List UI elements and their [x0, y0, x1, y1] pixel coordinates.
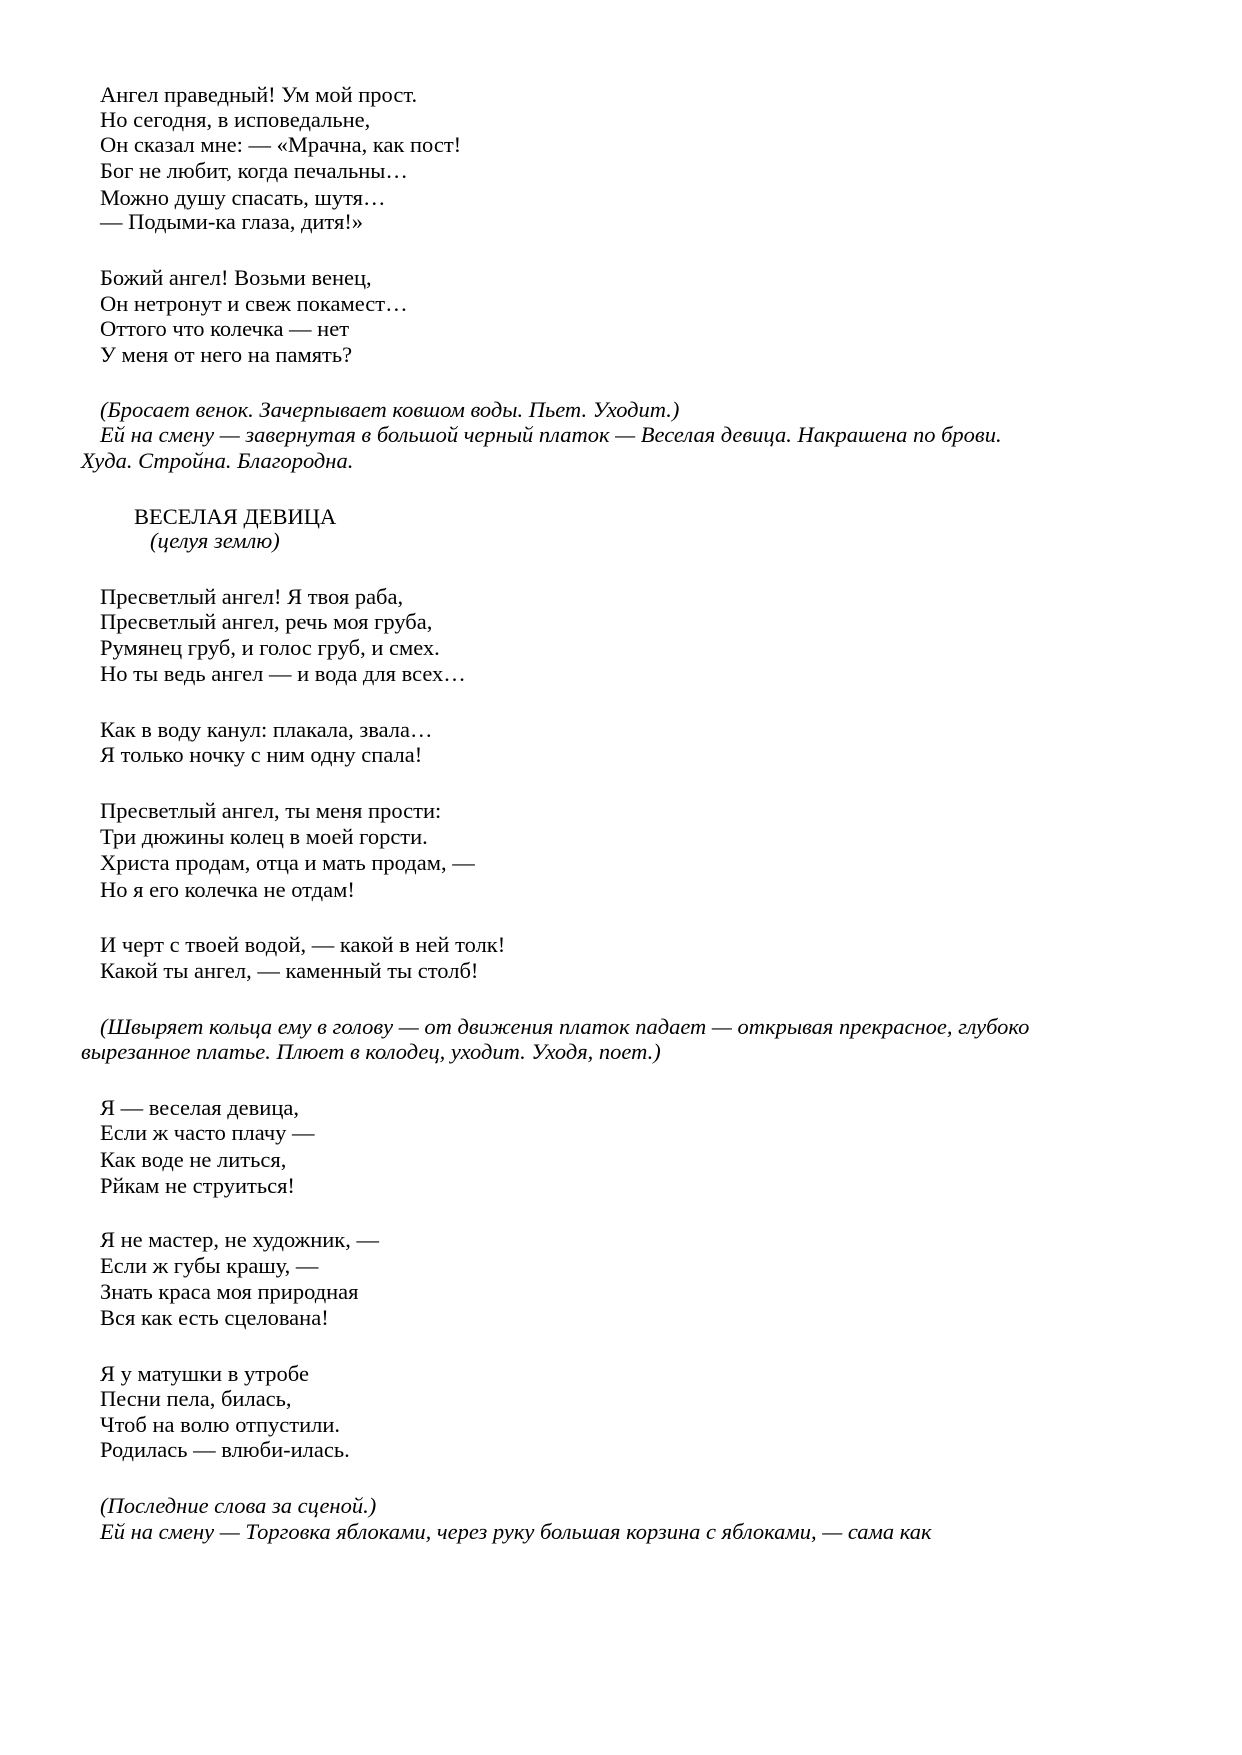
verse-line: Он сказал мне: — «Мрачна, как пост!	[100, 132, 462, 157]
stage-direction: (Бросает венок. Зачерпывает ковшом воды. Пьет. Уходит.)	[100, 397, 680, 422]
stage-direction: Ей на смену — завернутая в большой черный платок — Веселая девица. Накрашена по брови.	[100, 422, 1002, 447]
song-line: Рйкам не струиться!	[100, 1173, 295, 1198]
song-line: Я у матушки в утробе	[100, 1361, 309, 1386]
song-line: Если ж часто плачу —	[100, 1120, 315, 1145]
stage-direction: Ей на смену — Торговка яблоками, через руку большая корзина с яблоками, — сама как	[100, 1519, 932, 1544]
verse-line: Божий ангел! Возьми венец,	[100, 265, 372, 290]
song-line: Песни пела, билась,	[100, 1386, 292, 1411]
song-line: Знать краса моя природная	[100, 1279, 359, 1304]
stage-direction: Худа. Стройна. Благородна.	[81, 448, 354, 473]
verse-line: Но я его колечка не отдам!	[100, 877, 355, 902]
verse-line: Пресветлый ангел, речь моя груба,	[100, 609, 433, 634]
verse-line: Какой ты ангел, — каменный ты столб!	[100, 958, 479, 983]
stage-direction: (Последние слова за сценой.)	[100, 1493, 377, 1518]
song-line: Я не мастер, не художник, —	[100, 1227, 379, 1252]
song-line: Вся как есть сцелована!	[100, 1305, 329, 1330]
verse-line: Как в воду канул: плакала, звала…	[100, 717, 433, 742]
verse-line: И черт с твоей водой, — какой в ней толк!	[100, 932, 506, 957]
stage-direction: вырезанное платье. Плюет в колодец, уходит. Уходя, поет.)	[81, 1039, 661, 1064]
song-line: Как воде не литься,	[100, 1147, 287, 1172]
verse-line: — Подыми-ка глаза, дитя!»	[100, 209, 364, 234]
speaker-name: ВЕСЕЛАЯ ДЕВИЦА	[134, 504, 337, 529]
speaker-direction: (целуя землю)	[150, 528, 280, 553]
verse-line: Можно душу спасать, шутя…	[100, 185, 386, 210]
verse-line: Христа продам, отца и мать продам, —	[100, 850, 475, 875]
song-line: Родилась — влюби-илась.	[100, 1437, 350, 1462]
song-line: Чтоб на волю отпустили.	[100, 1412, 341, 1437]
song-line: Я — веселая девица,	[100, 1095, 299, 1120]
verse-line: Пресветлый ангел! Я твоя раба,	[100, 584, 404, 609]
stage-direction: (Швыряет кольца ему в голову — от движения платок падает — открывая прекрасное, глубоко	[100, 1014, 1030, 1039]
verse-line: Пресветлый ангел, ты меня прости:	[100, 798, 442, 823]
verse-line: У меня от него на память?	[100, 342, 353, 367]
song-line: Если ж губы крашу, —	[100, 1253, 319, 1278]
verse-line: Ангел праведный! Ум мой прост.	[100, 82, 418, 107]
verse-line: Но ты ведь ангел — и вода для всех…	[100, 661, 466, 686]
verse-line: Бог не любит, когда печальны…	[100, 158, 408, 183]
verse-line: Три дюжины колец в моей горсти.	[100, 824, 428, 849]
verse-line: Румянец груб, и голос груб, и смех.	[100, 635, 440, 660]
verse-line: Оттого что колечка — нет	[100, 316, 350, 341]
verse-line: Но сегодня, в исповедальне,	[100, 107, 371, 132]
verse-line: Я только ночку с ним одну спала!	[100, 742, 423, 767]
verse-line: Он нетронут и свеж покамест…	[100, 291, 408, 316]
